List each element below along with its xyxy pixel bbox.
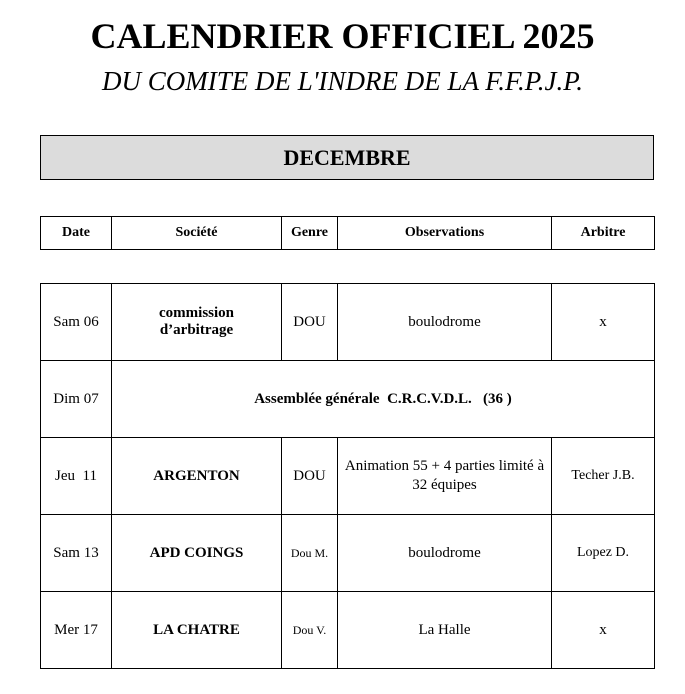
column-header-genre: Genre (282, 217, 338, 250)
cell-societe: LA CHATRE (112, 592, 282, 669)
cell-observations: boulodrome (338, 284, 552, 361)
cell-arbitre: Lopez D. (552, 515, 655, 592)
cell-date: Sam 06 (41, 284, 112, 361)
cell-genre: DOU (282, 284, 338, 361)
cell-genre: Dou V. (282, 592, 338, 669)
cell-societe: ARGENTON (112, 438, 282, 515)
cell-event: Assemblée générale C.R.C.V.D.L. (36 ) (112, 361, 655, 438)
column-header-observations: Observations (338, 217, 552, 250)
page-title: CALENDRIER OFFICIEL 2025 (90, 16, 595, 56)
cell-observations: La Halle (338, 592, 552, 669)
cell-societe: commission d’arbitrage (112, 284, 282, 361)
cell-arbitre: x (552, 284, 655, 361)
column-header-societe: Société (112, 217, 282, 250)
page-subtitle: DU COMITE DE L'INDRE DE LA F.F.P.J.P. (101, 66, 584, 96)
cell-date: Jeu 11 (41, 438, 112, 515)
cell-arbitre: x (552, 592, 655, 669)
column-header-arbitre: Arbitre (552, 217, 655, 250)
table-row (41, 592, 655, 669)
cell-genre: Dou M. (282, 515, 338, 592)
calendar-table (40, 283, 655, 669)
table-row (41, 361, 655, 438)
cell-observations: boulodrome (338, 515, 552, 592)
month-banner: DECEMBRE (40, 135, 654, 180)
table-row (41, 438, 655, 515)
column-header-date: Date (41, 217, 112, 250)
cell-societe: APD COINGS (112, 515, 282, 592)
cell-date: Mer 17 (41, 592, 112, 669)
column-header-table (40, 216, 655, 250)
cell-genre: DOU (282, 438, 338, 515)
cell-observations: Animation 55 + 4 parties limité à 32 équipes (338, 438, 552, 515)
cell-date: Dim 07 (41, 361, 112, 438)
table-row (41, 515, 655, 592)
table-row (41, 284, 655, 361)
cell-arbitre: Techer J.B. (552, 438, 655, 515)
column-header-row (41, 217, 655, 250)
cell-date: Sam 13 (41, 515, 112, 592)
